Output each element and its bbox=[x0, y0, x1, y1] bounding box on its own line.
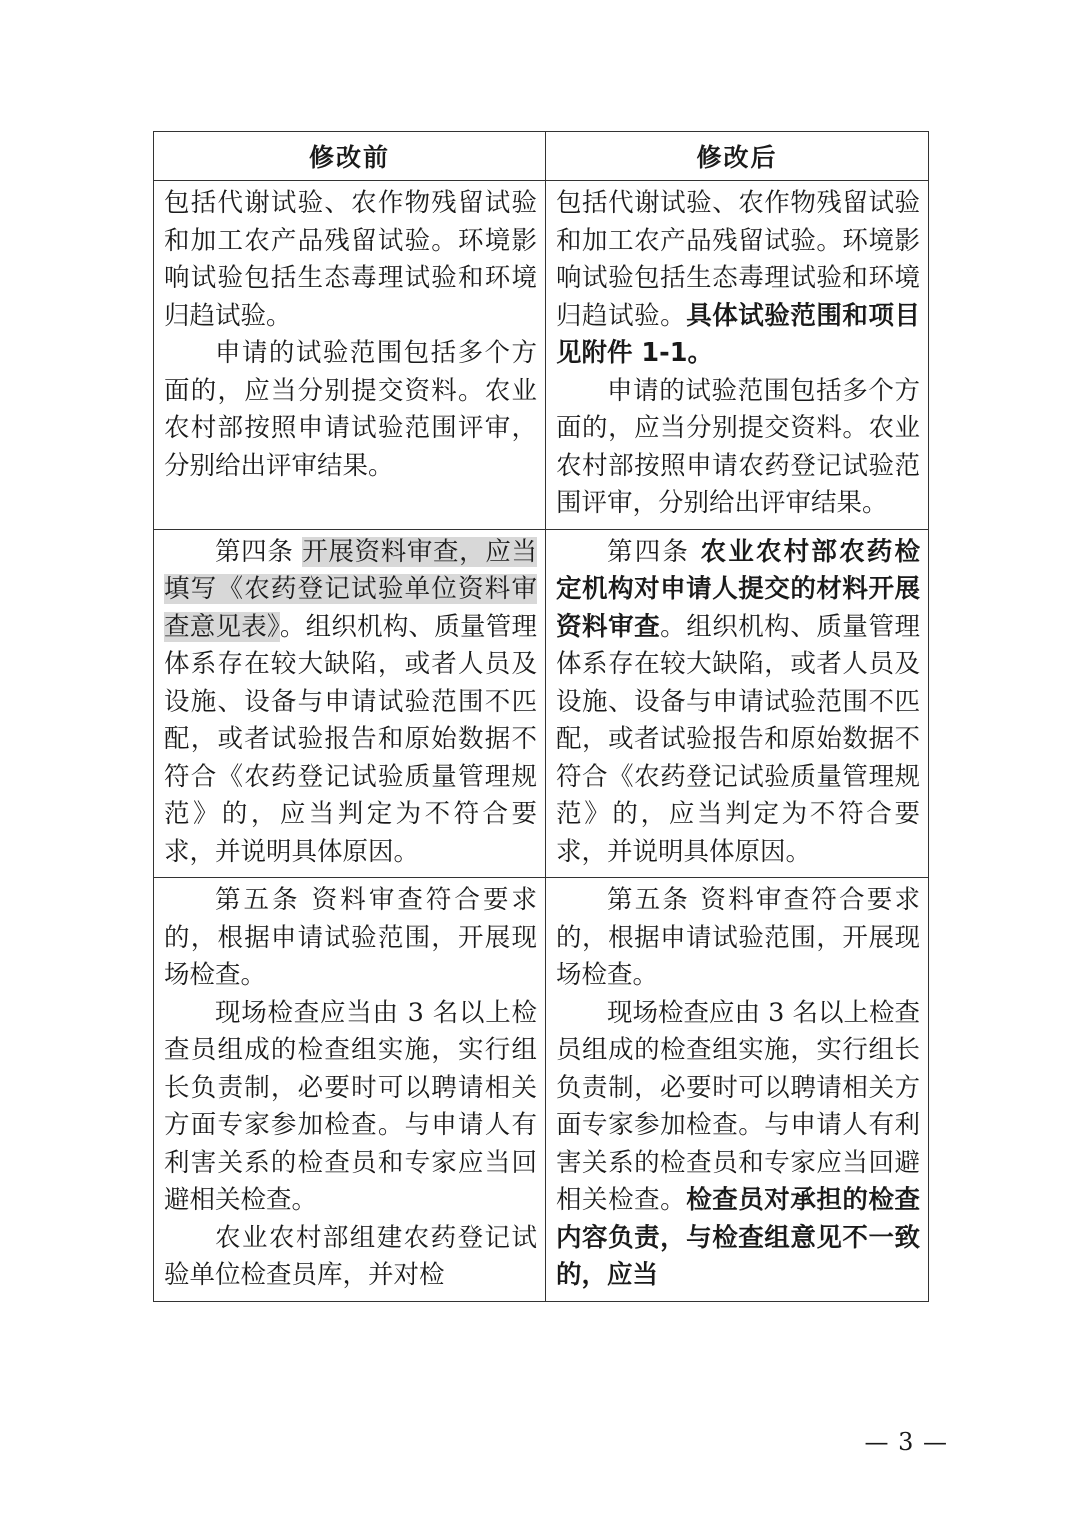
row1-after-bold-text: 具体试验范围和项目见附件 1-1。 bbox=[556, 300, 920, 368]
row3-before-paragraph-3: 农业农村部组建农药登记试验单位检查员库，并对检 bbox=[164, 1222, 537, 1290]
row3-after-text: 现场检查应由 3 名以上检查员组成的检查组实施，实行组长负责制，必要时可以聘请相关方面专家参加检查。与申请人有利害关系的检查员和专家应当回避相关检查。 bbox=[556, 997, 920, 1215]
row1-after-cell bbox=[546, 181, 929, 530]
header-after: 修改后 bbox=[546, 132, 929, 181]
row2-before-highlighted-text: 开展资料审查，应当填写《农药登记试验单位资料审查意见表》 bbox=[164, 536, 537, 642]
row2-before-text: 。组织机构、质量管理体系存在较大缺陷，或者人员及设施、设备与申请试验范围不匹配，或者试验报告和原始数据不符合《农药登记试验质量管理规范》的，应当判定为不符合要求，并说明具体原因。 bbox=[164, 611, 537, 867]
row2-before-paragraph bbox=[164, 534, 537, 872]
row3-before-cell bbox=[154, 878, 546, 1302]
table-header-row bbox=[154, 132, 929, 181]
table-row bbox=[154, 529, 929, 878]
row2-after-prefix: 第四条 bbox=[607, 536, 701, 567]
row1-after-text: 包括代谢试验、农作物残留试验和加工农产品残留试验。环境影响试验包括生态毒理试验和环境归趋试验。 bbox=[556, 188, 920, 331]
row2-before-cell bbox=[154, 529, 546, 878]
row1-before-paragraph-1: 包括代谢试验、农作物残留试验和加工农产品残留试验。环境影响试验包括生态毒理试验和环境归趋试验。 bbox=[164, 188, 537, 331]
comparison-table bbox=[153, 131, 929, 1302]
row3-after-paragraph-1: 第五条 资料审查符合要求的，根据申请试验范围，开展现场检查。 bbox=[556, 885, 920, 990]
row1-after-paragraph-2: 申请的试验范围包括多个方面的，应当分别提交资料。农业农村部按照申请农药登记试验范围评审，分别给出评审结果。 bbox=[556, 375, 920, 518]
row3-after-bold-text: 检查员对承担的检查内容负责，与检查组意见不一致的，应当 bbox=[556, 1185, 920, 1290]
row3-before-paragraph-2: 现场检查应当由 3 名以上检查员组成的检查组实施，实行组长负责制，必要时可以聘请相关方面专家参加检查。与申请人有利害关系的检查员和专家应当回避相关检查。 bbox=[164, 997, 537, 1215]
row1-before-paragraph-2: 申请的试验范围包括多个方面的，应当分别提交资料。农业农村部按照申请试验范围评审，分别给出评审结果。 bbox=[164, 338, 537, 481]
header-before: 修改前 bbox=[154, 132, 546, 181]
row3-after-cell bbox=[546, 878, 929, 1302]
row2-before-prefix: 第四条 bbox=[215, 536, 303, 567]
row2-after-bold-text: 农业农村部农药检定机构对申请人提交的材料开展资料审查 bbox=[556, 536, 920, 642]
row3-before-paragraph-1: 第五条 资料审查符合要求的，根据申请试验范围，开展现场检查。 bbox=[164, 885, 537, 990]
table-row bbox=[154, 878, 929, 1302]
page-number: — 3 — bbox=[864, 1428, 948, 1456]
row3-after-paragraph-2 bbox=[556, 995, 920, 1295]
row1-after-paragraph-1 bbox=[556, 185, 920, 373]
row1-before-cell bbox=[154, 181, 546, 530]
row2-after-paragraph bbox=[556, 534, 920, 872]
row2-after-text: 。组织机构、质量管理体系存在较大缺陷，或者人员及设施、设备与申请试验范围不匹配，或者试验报告和原始数据不符合《农药登记试验质量管理规范》的，应当判定为不符合要求，并说明具体原因。 bbox=[556, 611, 920, 867]
row2-after-cell bbox=[546, 529, 929, 878]
table-row bbox=[154, 181, 929, 530]
